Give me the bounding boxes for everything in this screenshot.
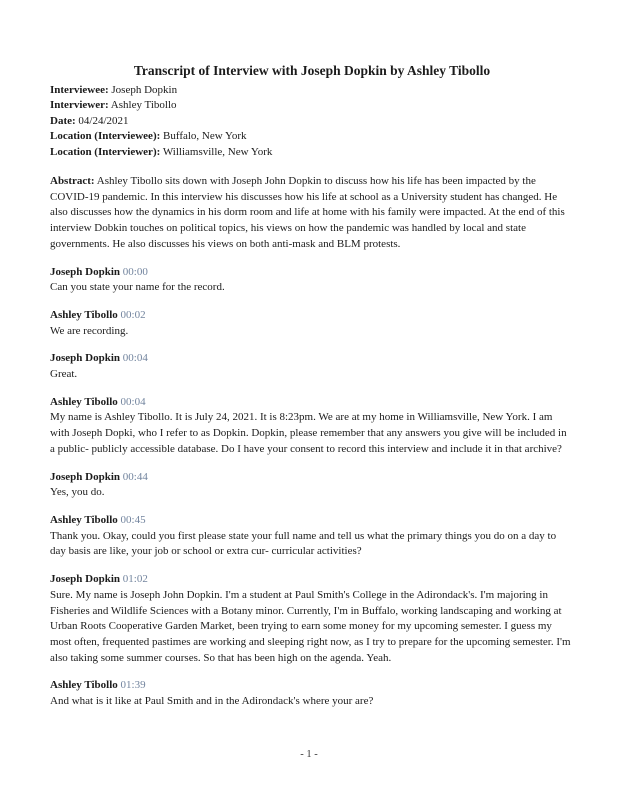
dialogue-section bbox=[50, 265, 574, 710]
speaker-name: Joseph Dopkin bbox=[50, 265, 121, 278]
page-title: Transcript of Interview with Joseph Dopkin by Ashley Tibollo bbox=[133, 63, 491, 78]
page-number: - 1 - bbox=[300, 749, 318, 760]
speaker-line bbox=[50, 395, 574, 411]
timestamp: 00:04 bbox=[122, 352, 148, 365]
speaker-name: Joseph Dopkin bbox=[50, 573, 121, 586]
metadata-label: Location (Interviewee): bbox=[50, 130, 161, 143]
speaker-name: Joseph Dopkin bbox=[50, 470, 121, 483]
timestamp: 01:02 bbox=[122, 573, 148, 586]
turn-text: And what is it like at Paul Smith and in the Adirondack's where your are? bbox=[50, 695, 374, 708]
metadata-section bbox=[50, 83, 574, 160]
speaker-name: Joseph Dopkin bbox=[50, 352, 121, 365]
turn-text: Great. bbox=[50, 368, 78, 381]
speaker-line bbox=[50, 308, 574, 324]
timestamp: 00:45 bbox=[120, 513, 146, 526]
dialogue-turn bbox=[50, 513, 574, 560]
dialogue-turn bbox=[50, 395, 574, 458]
turn-text: Can you state your name for the record. bbox=[50, 281, 225, 294]
metadata-value: Ashley Tibollo bbox=[110, 99, 177, 112]
timestamp: 01:39 bbox=[120, 679, 146, 692]
metadata-label: Date: bbox=[50, 114, 76, 127]
metadata-value: Buffalo, New York bbox=[163, 130, 247, 143]
dialogue-turn bbox=[50, 572, 574, 666]
turn-text: Thank you. Okay, could you first please state your full name and tell us what the primary things you do on a day to day basis are like, your job or school or extra cur- curricular activities? bbox=[50, 529, 557, 558]
dialogue-turn bbox=[50, 308, 574, 339]
speaker-name: Ashley Tibollo bbox=[50, 308, 118, 321]
metadata-label: Location (Interviewer): bbox=[50, 145, 161, 158]
metadata-line-date bbox=[50, 114, 574, 129]
abstract-label: Abstract: bbox=[50, 175, 95, 188]
metadata-line-interviewer bbox=[50, 98, 574, 113]
speaker-name: Ashley Tibollo bbox=[50, 395, 118, 408]
dialogue-turn bbox=[50, 470, 574, 501]
turn-text: Sure. My name is Joseph John Dopkin. I'm a student at Paul Smith's College in the Adirondack's. I'm majoring in Fisheries and Wildlife Sciences with a Botany minor. Currently, I'm in Buffalo, working landscaping and working at Urban Roots Cooperative Garden Market, been trying to earn some money for my upcoming semester. I guess my most often, frequented pastimes are working and sleeping right now, as I try to prepare for the upcoming semester. I'm also taking some summer courses. So that has been high on the agenda. Yeah. bbox=[50, 588, 571, 664]
speaker-name: Ashley Tibollo bbox=[50, 513, 118, 526]
speaker-name: Ashley Tibollo bbox=[50, 679, 118, 692]
turn-text: My name is Ashley Tibollo. It is July 24, 2021. It is 8:23pm. We are at my home in Williamsville, New York. I am with Joseph Dopki, who I refer to as Dopkin. Dopkin, please remember that any answers you give will be included in a public- publicly accessible database. Do I have your consent to record this interview and include it in that archive? bbox=[50, 411, 567, 455]
metadata-line-location-interviewee bbox=[50, 129, 574, 144]
turn-text: Yes, you do. bbox=[50, 486, 105, 499]
speaker-line bbox=[50, 265, 574, 281]
timestamp: 00:04 bbox=[120, 395, 146, 408]
dialogue-turn bbox=[50, 351, 574, 382]
speaker-line bbox=[50, 572, 574, 588]
metadata-value: Joseph Dopkin bbox=[111, 84, 178, 96]
speaker-line bbox=[50, 678, 574, 694]
speaker-line bbox=[50, 513, 574, 529]
metadata-label: Interviewee: bbox=[50, 84, 109, 96]
metadata-value: Williamsville, New York bbox=[162, 145, 273, 158]
abstract-text: Ashley Tibollo sits down with Joseph John Dopkin to discuss how his life has been impacted by the COVID-19 pandemic. In this interview his discusses how his life at school as a University student has changed. He also discusses how the dynamics in his dorm room and life at home with his family were impacted. At the end of this interview Dobkin touches on political topics, his views on how the pandemic was handled by local and state governments. He also discusses his views on both anti-mask and BLM protests. bbox=[50, 175, 565, 250]
speaker-line bbox=[50, 470, 574, 486]
dialogue-turn bbox=[50, 265, 574, 296]
speaker-line bbox=[50, 351, 574, 367]
timestamp: 00:44 bbox=[122, 470, 148, 483]
metadata-line-location-interviewer bbox=[50, 145, 574, 160]
timestamp: 00:02 bbox=[120, 308, 146, 321]
metadata-value: 04/24/2021 bbox=[78, 114, 129, 127]
abstract-paragraph bbox=[50, 174, 574, 253]
metadata-line-interviewee bbox=[50, 83, 574, 98]
dialogue-turn bbox=[50, 678, 574, 709]
timestamp: 00:00 bbox=[122, 265, 148, 278]
metadata-label: Interviewer: bbox=[50, 99, 109, 112]
turn-text: We are recording. bbox=[50, 324, 129, 337]
